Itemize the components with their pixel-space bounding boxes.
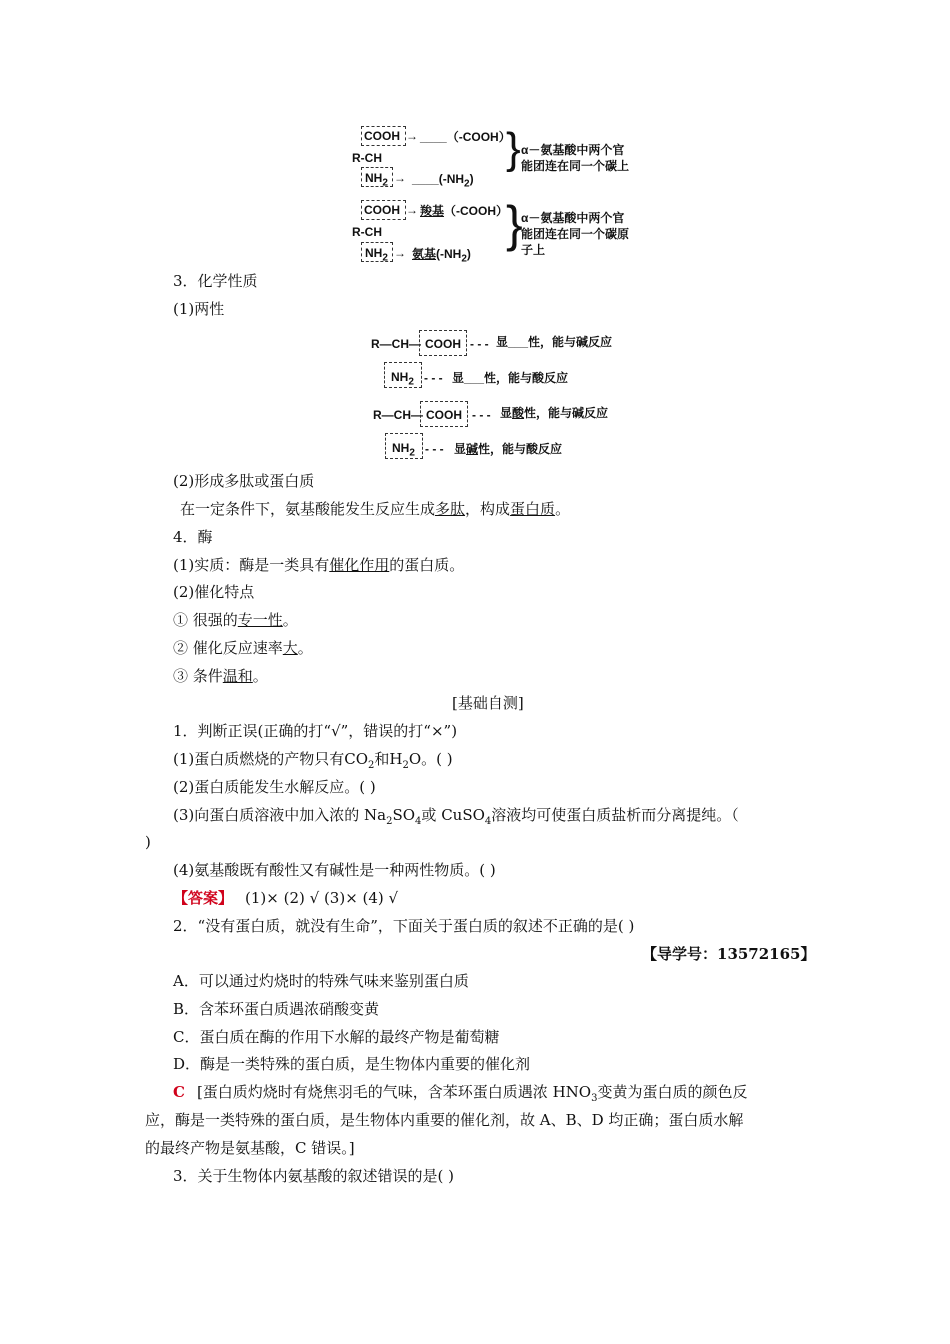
arrow-icon: → — [406, 129, 418, 143]
nh2-text: $NH_2$ — [365, 246, 388, 264]
dashed-connector: - - - — [424, 371, 443, 385]
basic-label: 显___性，能与酸反应 — [452, 371, 569, 385]
guide-number: 【导学号：13572165】 — [642, 945, 816, 963]
cooh-label: ____（-COOH） — [420, 130, 511, 144]
list-item: ① 很强的专一性。 — [173, 611, 298, 629]
note-line-1: α－氨基酸中两个官 — [521, 143, 625, 157]
r-ch-text: R-CH — [352, 225, 382, 239]
question: 1．判断正误(正确的打“√”，错误的打“×”) — [173, 722, 458, 740]
answer-line: 【答案】 (1)× (2) √ (3)× (4) √ — [173, 889, 399, 907]
cooh-label: 羧基（-COOH） — [420, 204, 509, 218]
arrow-icon: → — [406, 203, 418, 217]
basic-label: 显碱性，能与酸反应 — [454, 442, 563, 456]
chain-text: R—CH— — [373, 408, 423, 422]
question: 2．“没有蛋白质，就没有生命”，下面关于蛋白质的叙述不正确的是( ) — [173, 917, 635, 935]
dashed-connector: - - - — [425, 442, 444, 456]
cooh-text: COOH — [426, 408, 462, 422]
note-line-2: 能团连在同一个碳原 — [521, 227, 630, 241]
arrow-icon: → — [394, 171, 406, 185]
list-item: ② 催化反应速率大。 — [173, 639, 313, 657]
list-item: ③ 条件温和。 — [173, 667, 268, 685]
option-c: C．蛋白质在酶的作用下水解的最终产物是葡萄糖 — [173, 1028, 500, 1046]
answer-explanation: C [蛋白质灼烧时有烧焦羽毛的气味，含苯环蛋白质遇浓 $HNO_3$变黄为蛋白质的颜色反 — [173, 1083, 748, 1104]
answer-explanation-line-2: 应，酶是一类特殊的蛋白质，是生物体内重要的催化剂，故 A、B、D 均正确；蛋白质水解 — [145, 1111, 744, 1129]
question-item: (2)蛋白质能发生水解反应。( ) — [173, 778, 376, 796]
cooh-text: COOH — [364, 203, 400, 217]
subsection-title: (2)形成多肽或蛋白质 — [173, 472, 315, 490]
acidic-label: 显___性，能与碱反应 — [496, 335, 613, 349]
r-ch-text: R-CH — [352, 151, 382, 165]
brace-icon: } — [506, 196, 523, 252]
cooh-text: COOH — [364, 129, 400, 143]
section-heading: [基础自测] — [452, 694, 524, 712]
note-line-3: 子上 — [521, 243, 546, 257]
answer-tag: 【答案】 — [173, 889, 234, 907]
note-line-1: α－氨基酸中两个官 — [521, 211, 625, 225]
answer-letter: C — [173, 1083, 185, 1101]
cooh-text: COOH — [425, 337, 461, 351]
nh2-text: $NH_2$ — [365, 171, 388, 189]
dashed-connector: - - - — [470, 337, 489, 351]
dashed-connector: - - - — [472, 408, 491, 422]
nh2-text: $NH_2$ — [391, 370, 414, 388]
option-b: B．含苯环蛋白质遇浓硝酸变黄 — [173, 1000, 380, 1018]
question-item: (3)向蛋白质溶液中加入浓的 $Na_2SO_4$或 CuSO$_4$溶液均可使蛋白质盐析而分离提纯。（ — [173, 806, 739, 827]
option-d: D．酶是一类特殊的蛋白质，是生物体内重要的催化剂 — [173, 1055, 531, 1073]
option-a: A．可以通过灼烧时的特殊气味来鉴别蛋白质 — [173, 972, 469, 990]
nh2-label: $\_\_\_\_(-NH_2)$ — [412, 172, 474, 190]
question-item: (1)蛋白质燃烧的产物只有$CO_2$和$H_2O$。( ) — [173, 750, 453, 771]
answer-explanation-line-3: 的最终产物是氨基酸，C 错误。] — [145, 1139, 355, 1157]
section-title: 3．化学性质 — [173, 272, 258, 290]
arrow-icon: → — [394, 246, 406, 260]
section-title: 4．酶 — [173, 528, 213, 546]
acidic-label: 显酸性，能与碱反应 — [500, 406, 609, 420]
brace-icon: } — [506, 124, 521, 173]
chain-text: R—CH— — [371, 337, 421, 351]
nh2-text: $NH_2$ — [392, 441, 415, 459]
question-item-continued: ) — [145, 833, 151, 851]
paragraph: 在一定条件下，氨基酸能发生反应生成多肽，构成蛋白质。 — [180, 500, 571, 518]
subsection-title: (1)两性 — [173, 300, 225, 318]
note-line-2: 能团连在同一个碳上 — [521, 159, 630, 173]
question: 3．关于生物体内氨基酸的叙述错误的是( ) — [173, 1167, 455, 1185]
nh2-label: 氨基$(-NH_2)$ — [412, 247, 471, 265]
question-item: (4)氨基酸既有酸性又有碱性是一种两性物质。( ) — [173, 861, 496, 879]
paragraph: (1)实质：酶是一类具有催化作用的蛋白质。 — [173, 556, 465, 574]
subsection-title: (2)催化特点 — [173, 583, 255, 601]
